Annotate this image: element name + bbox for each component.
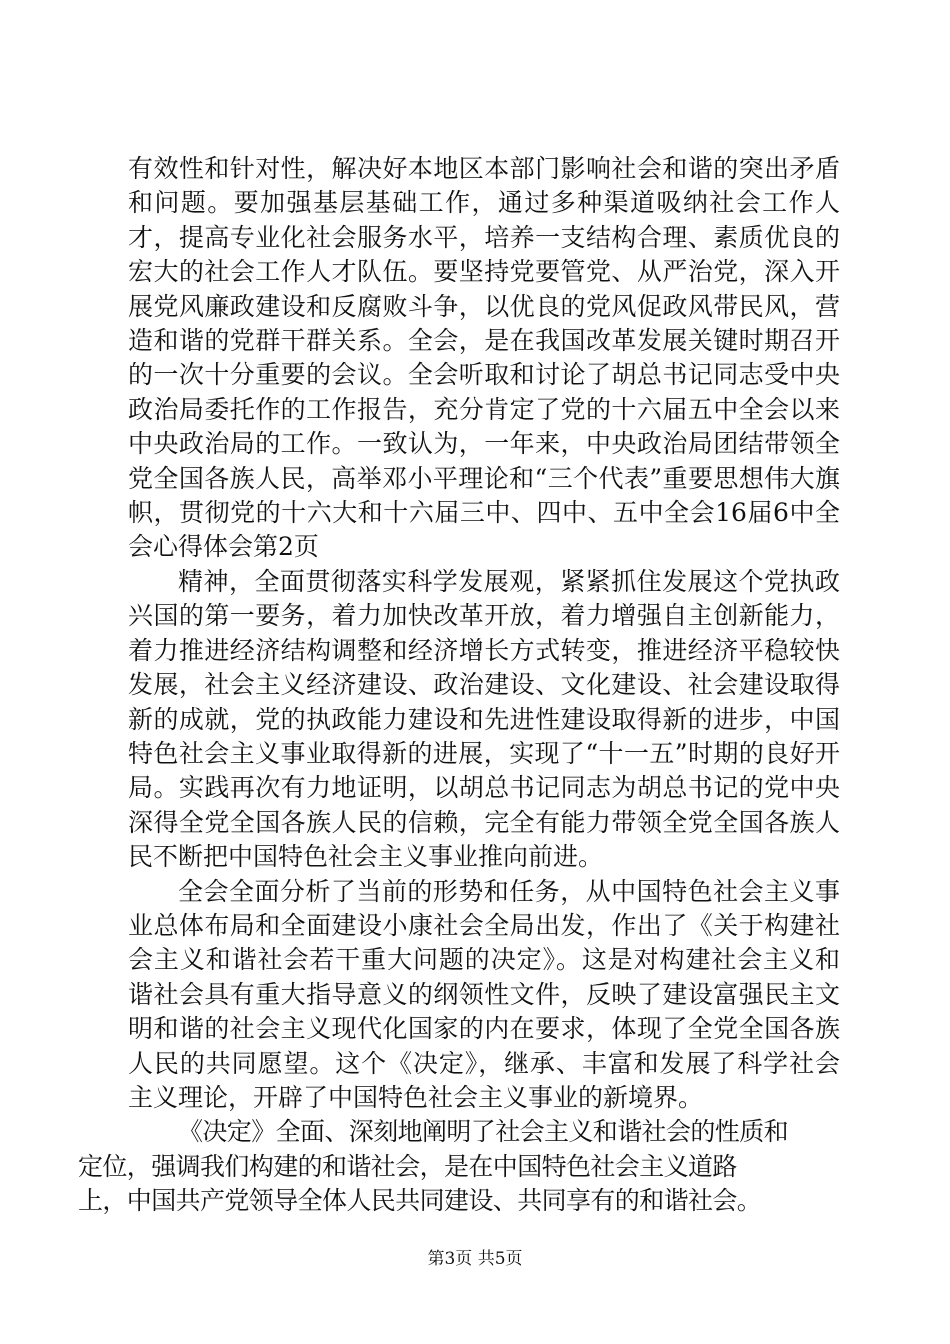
paragraph-3: 全会全面分析了当前的形势和任务，从中国特色社会主义事业总体布局和全面建设小康社会全局出发，作出了《关于构建社会主义和谐社会若干重大问题的决定》。这是对构建社会主义和谐社会具有重大指导意义的纲领性文件，反映了建设富强民主文明和谐的社会主义现代化国家的内在要求，体现了全党全国各族人民的共同愿望。这个《决定》，继承、丰富和发展了科学社会主义理论，开辟了中国特色社会主义事业的新境界。 <box>128 876 840 1112</box>
paragraph-2: 精神，全面贯彻落实科学发展观，紧紧抓住发展这个党执政兴国的第一要务，着力加快改革开放，着力增强自主创新能力，着力推进经济结构调整和经济增长方式转变，推进经济平稳较快发展，社会主义经济建设、政治建设、文化建设、社会建设取得新的成就，党的执政能力建设和先进性建设取得新的进步，中国特色社会主义事业取得新的进展，实现了“十一五”时期的良好开局。实践再次有力地证明，以胡总书记同志为胡总书记的党中央深得全党全国各族人民的信赖，完全有能力带领全党全国各族人民不断把中国特色社会主义事业推向前进。 <box>128 566 840 872</box>
paragraph-4-line-2: 定位，强调我们构建的和谐社会，是在中国特色社会主义道路 <box>78 1151 737 1181</box>
paragraph-4 <box>78 1115 840 1218</box>
page-footer: 第3页 共5页 <box>427 1249 523 1269</box>
paragraph-4-line-3: 上，中国共产党领导全体人民共同建设、共同享有的和谐社会。 <box>78 1186 762 1216</box>
paragraph-4-line-1: 《决定》全面、深刻地阐明了社会主义和谐社会的性质和 <box>178 1117 789 1147</box>
document-body <box>78 152 840 1219</box>
paragraph-1: 有效性和针对性，解决好本地区本部门影响社会和谐的突出矛盾和问题。要加强基层基础工作，通过多种渠道吸纳社会工作人才，提高专业化社会服务水平，培养一支结构合理、素质优良的宏大的社会工作人才队伍。要坚持党要管党、从严治党，深入开展党风廉政建设和反腐败斗争，以优良的党风促政风带民风，营造和谐的党群干群关系。全会，是在我国改革发展关键时期召开的一次十分重要的会议。全会听取和讨论了胡总书记同志受中央政治局委托作的工作报告，充分肯定了党的十六届五中全会以来中央政治局的工作。一致认为，一年来，中央政治局团结带领全党全国各族人民，高举邓小平理论和“三个代表”重要思想伟大旗帜，贯彻党的十六大和十六届三中、四中、五中全会16届6中全会心得体会第2页 <box>128 154 840 562</box>
